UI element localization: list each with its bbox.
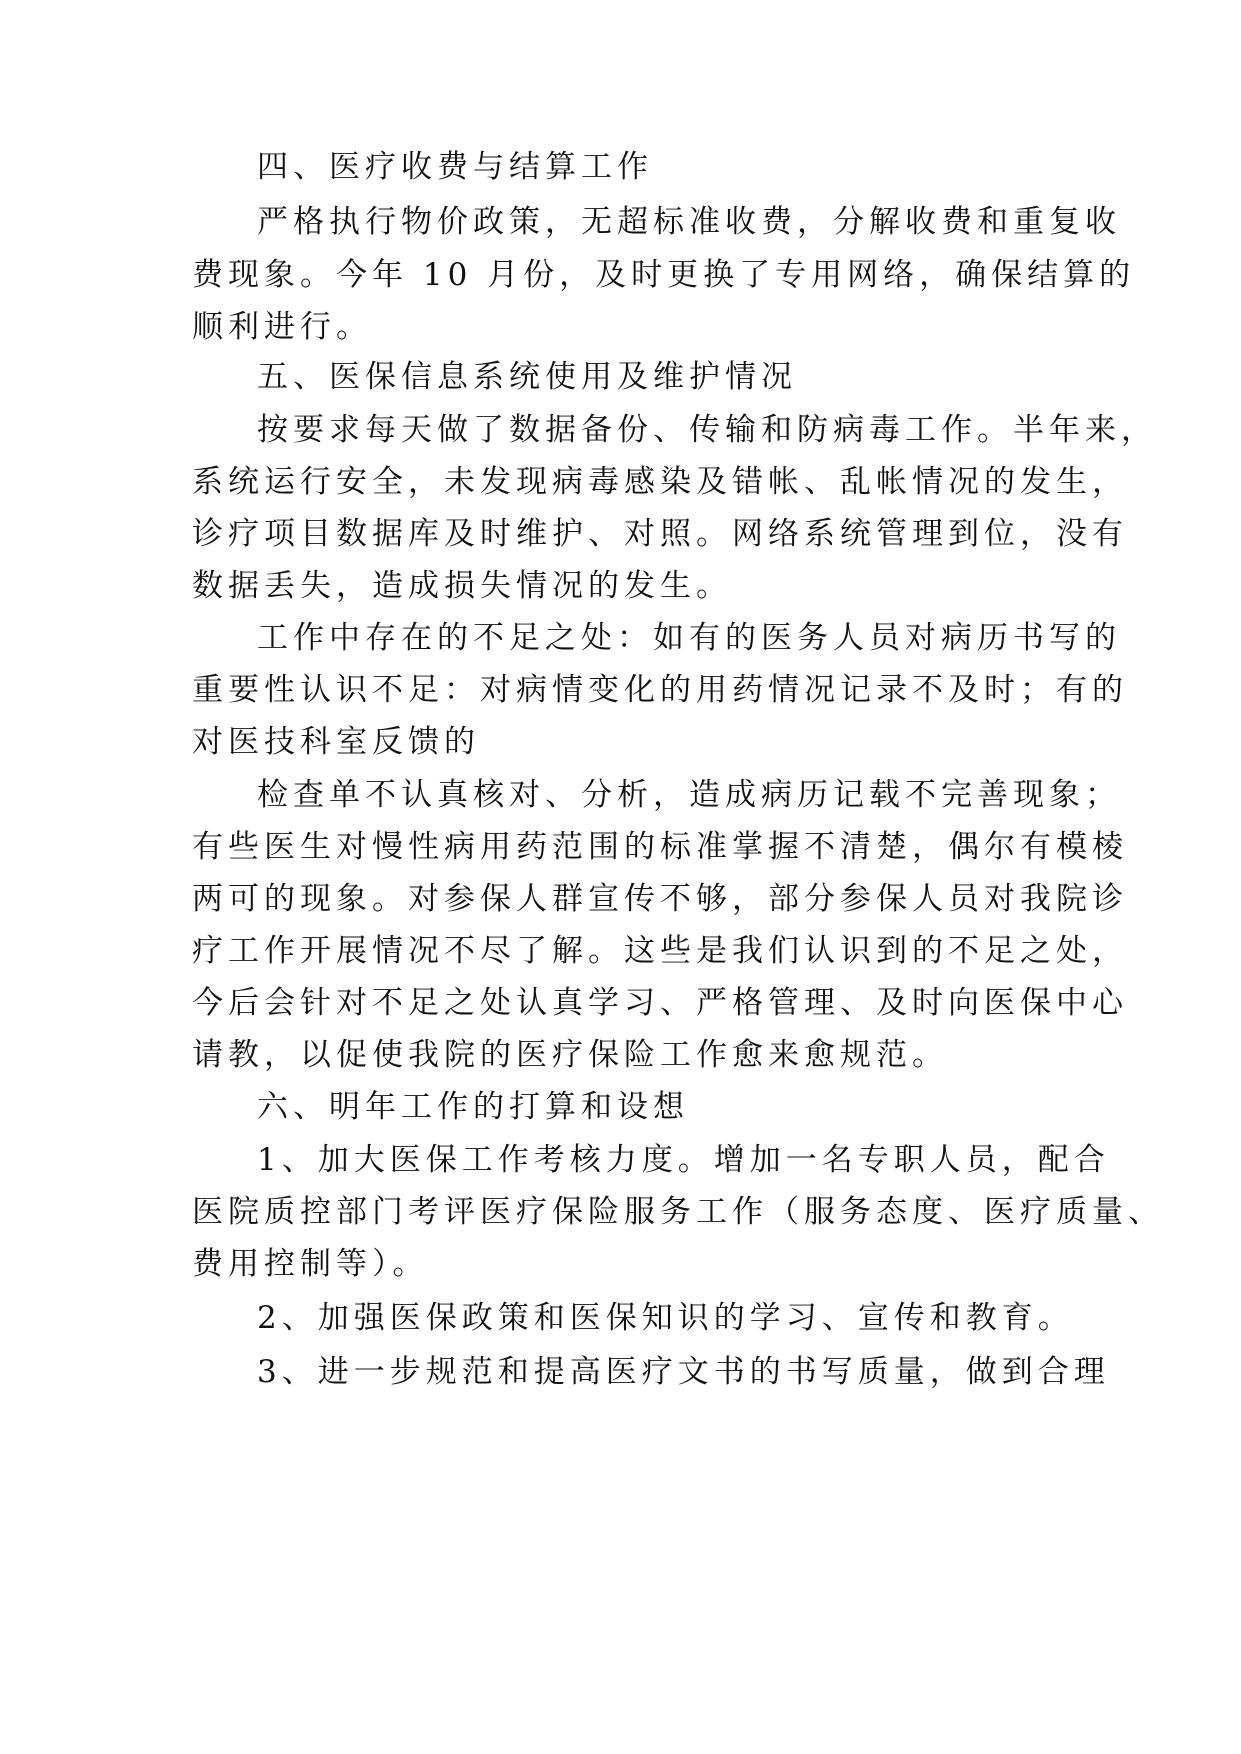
paragraph-line: 重要性认识不足：对病情变化的用药情况记录不及时；有的 bbox=[192, 672, 1128, 708]
paragraph-line: 两可的现象。对参保人群宣传不够，部分参保人员对我院诊 bbox=[192, 881, 1128, 917]
section-heading-5: 五、医保信息系统使用及维护情况 bbox=[257, 359, 797, 395]
paragraph-line: 有些医生对慢性病用药范围的标准掌握不清楚，偶尔有模棱 bbox=[192, 829, 1128, 865]
list-item-line: 2、加强医保政策和医保知识的学习、宣传和教育。 bbox=[257, 1300, 1074, 1336]
paragraph-line: 费现象。今年 10 月份，及时更换了专用网络，确保结算的 bbox=[192, 257, 1136, 293]
paragraph-line: 对医技科室反馈的 bbox=[192, 724, 480, 760]
section-heading-4: 四、医疗收费与结算工作 bbox=[257, 149, 653, 185]
paragraph-line: 按要求每天做了数据备份、传输和防病毒工作。半年来， bbox=[257, 412, 1157, 448]
section-heading-6: 六、明年工作的打算和设想 bbox=[257, 1089, 689, 1125]
paragraph-line: 数据丢失，造成损失情况的发生。 bbox=[192, 568, 732, 604]
paragraph-line: 严格执行物价政策，无超标准收费，分解收费和重复收 bbox=[257, 204, 1121, 240]
list-item-line: 费用控制等）。 bbox=[192, 1246, 429, 1282]
paragraph-line: 系统运行安全，未发现病毒感染及错帐、乱帐情况的发生， bbox=[192, 464, 1128, 500]
paragraph-line: 疗工作开展情况不尽了解。这些是我们认识到的不足之处， bbox=[192, 933, 1128, 969]
paragraph-line: 检查单不认真核对、分析，造成病历记载不完善现象； bbox=[257, 777, 1121, 813]
paragraph-line: 诊疗项目数据库及时维护、对照。网络系统管理到位，没有 bbox=[192, 516, 1128, 552]
paragraph-line: 请教，以促使我院的医疗保险工作愈来愈规范。 bbox=[192, 1037, 948, 1073]
paragraph-line: 今后会针对不足之处认真学习、严格管理、及时向医保中心 bbox=[192, 985, 1128, 1021]
list-item-line: 1、加大医保工作考核力度。增加一名专职人员，配合 bbox=[257, 1142, 1110, 1178]
list-item-line: 医院质控部门考评医疗保险服务工作（服务态度、医疗质量、 bbox=[192, 1194, 1164, 1230]
paragraph-line: 工作中存在的不足之处：如有的医务人员对病历书写的 bbox=[257, 620, 1121, 656]
paragraph-line: 顺利进行。 bbox=[192, 309, 372, 345]
list-item-line: 3、进一步规范和提高医疗文书的书写质量，做到合理 bbox=[257, 1354, 1110, 1390]
